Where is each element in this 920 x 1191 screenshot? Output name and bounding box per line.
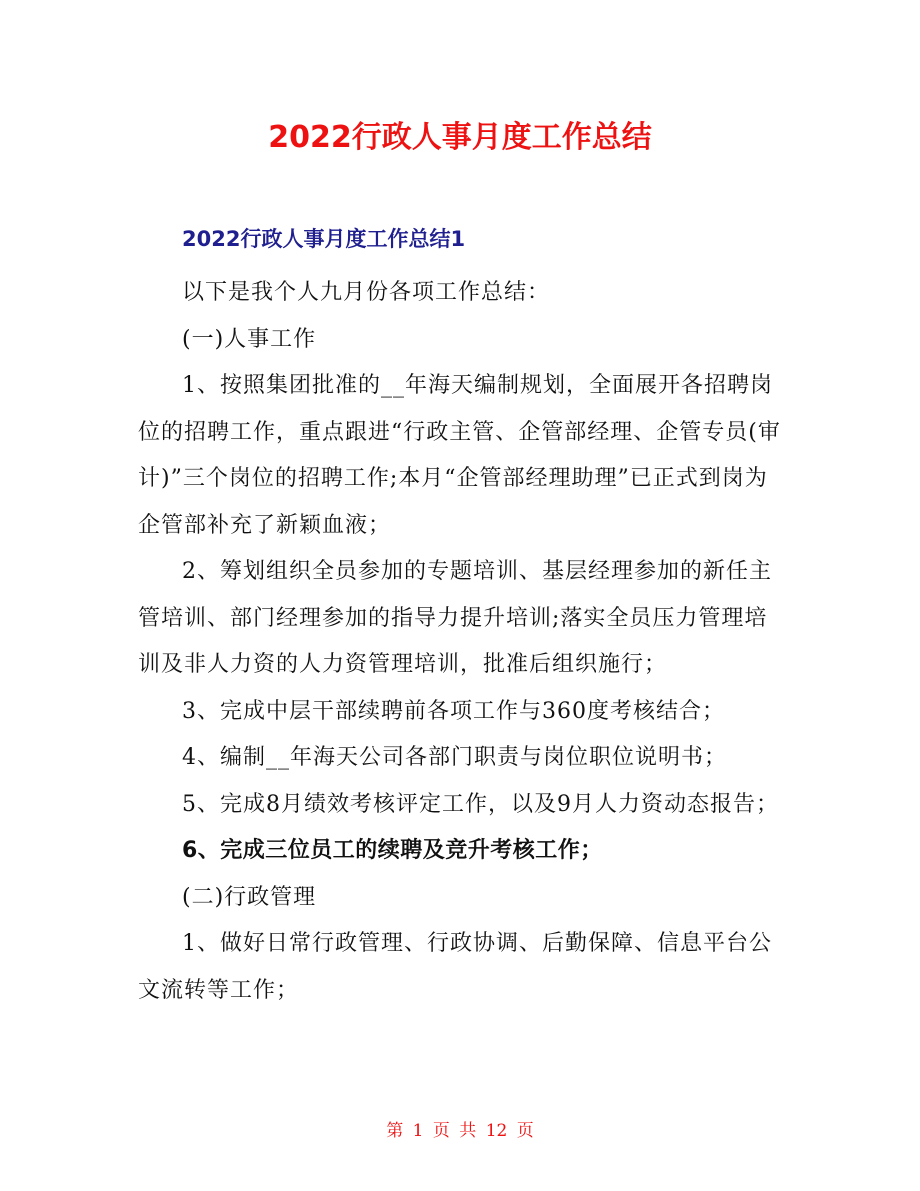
- list-item-paragraph: 1、按照集团批准的__年海天编制规划，全面展开各招聘岗位的招聘工作，重点跟进“行政主管、企管部经理、企管专员(审计)”三个岗位的招聘工作;本月“企管部经理助理”已正式到岗为企管部补充了新颖血液；: [138, 373, 781, 538]
- page-footer: 第 1 页 共 12 页: [386, 1121, 534, 1141]
- list-item-paragraph: 4、编制__年海天公司各部门职责与岗位职位说明书；: [182, 745, 727, 770]
- subsection-heading-admin: (二)行政管理: [182, 884, 317, 910]
- list-item-paragraph: 3、完成中层干部续聘前各项工作与360度考核结合；: [182, 698, 725, 724]
- list-item-paragraph-bold: 6、完成三位员工的续聘及竞升考核工作；: [182, 838, 603, 863]
- list-item-paragraph: 1、做好日常行政管理、行政协调、后勤保障、信息平台公文流转等工作；: [138, 931, 772, 1003]
- subsection-heading-personnel: (一)人事工作: [182, 326, 317, 352]
- section-heading: 2022行政人事月度工作总结1: [182, 227, 466, 251]
- document-body: [138, 270, 788, 1014]
- intro-paragraph: 以下是我个人九月份各项工作总结：: [182, 280, 551, 305]
- list-item-paragraph: 5、完成8月绩效考核评定工作，以及9月人力资动态报告；: [182, 791, 779, 817]
- document-title: 2022行政人事月度工作总结: [268, 120, 652, 155]
- list-item-paragraph: 2、筹划组织全员参加的专题培训、基层经理参加的新任主管培训、部门经理参加的指导力提升培训;落实全员压力管理培训及非人力资的人力资管理培训，批准后组织施行；: [138, 559, 772, 677]
